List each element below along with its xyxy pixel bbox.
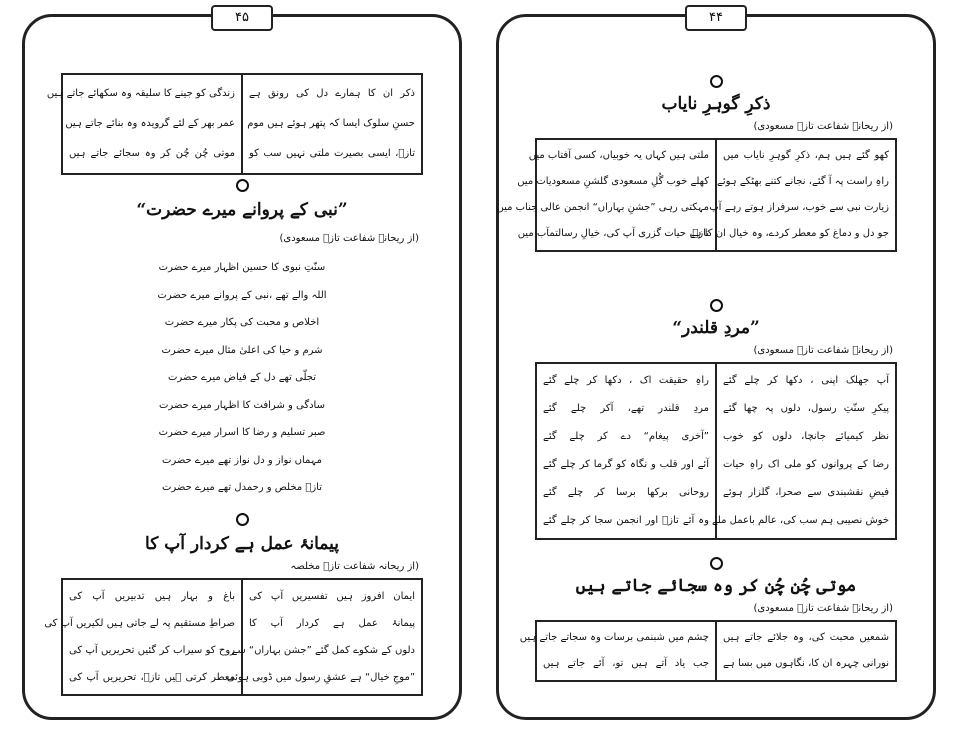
verse-line: حسنِ سلوک ایسا کہ پتھر ہوئے ہیں موم [247, 118, 415, 129]
circle-ornament-icon [236, 513, 249, 526]
verse-line: تازؔ، حیات گزری آپ کی، خیالِ رسالتمآب میں [517, 228, 709, 239]
page-number-right: ۴۴ [685, 5, 747, 31]
verse-line: روحانی برکھا برسا کر چلے گئے [543, 487, 709, 498]
verse-line: زیارت نبی سے خوب، سرفراز ہوتے رہے آپ [709, 202, 889, 213]
left-section3-col-right [226, 579, 422, 695]
left-section3-table [44, 578, 423, 696]
right-section3-col-left [519, 621, 716, 681]
right-page [496, 10, 936, 720]
verse-line: راہِ راست پہ آ گئے، نجانے کتنے بھٹکے ہوئے [716, 176, 889, 187]
verse-line: فیضِ نقشبندی سے صحرا، گلزار ہوئے [723, 487, 889, 498]
section-title: ”نبی کے پروانے میرے حضرت“ [136, 200, 348, 220]
verse-line: مردِ قلندر تھے، آکر چلے گئے [543, 403, 709, 414]
right-section-moti [519, 557, 897, 682]
section-title: ذکرِ گوہرِ نایاب [661, 94, 771, 114]
section-author: (از ریحانہ شفاعت تازؔ مخلصہ [290, 561, 419, 572]
verse-line: تازؔ مخلص و رحمدل تھے میرے حضرت [161, 482, 323, 493]
verse-line: زندگی کو جینے کا سلیقہ وہ سکھائے جاتے ہیں [46, 88, 235, 99]
verse-line: راہِ حقیقت اک ، دکھا کر چلے گئے [543, 375, 709, 386]
left-top-poem-table [46, 73, 423, 175]
section-author: (از ریحانہ شفاعت تازؔ مسعودی) [279, 233, 419, 244]
left-top-poem-col-left [46, 74, 242, 174]
section-title: پیمانۂ عمل ہے کردار آپ کا [145, 534, 339, 554]
verse-line: جب یاد آتے ہیں تو، آئے جاتے ہیں [543, 658, 709, 669]
circle-ornament-icon [710, 299, 723, 312]
verse-line: اللہ والے تھے ،نبی کے پروانے میرے حضرت [157, 289, 327, 301]
verse-line: کھلے خوب گُلِ مسعودی گلشنِ مسعودیات میں [517, 176, 709, 187]
verse-line: خوش نصیبی ہم سب کی، عالم باعمل ملے [711, 515, 889, 526]
right-section2-col-left [536, 363, 716, 539]
verse-line: صبر تسلیم و رضا کا اسرار میرے حضرت [158, 427, 326, 438]
verse-line: پیمانۂ عمل ہے کردار آپ کا [249, 618, 415, 629]
right-section3-col-right [716, 621, 896, 681]
left-section3-col-left [44, 579, 242, 695]
verse-line: کھو گئے ہیں ہم، ذکرِ گوہرِ نایاب میں [723, 150, 889, 161]
section-title: ”مردِ قلندر“ [672, 318, 760, 338]
nazm-lines [61, 254, 423, 502]
left-section-paimana [44, 513, 423, 696]
verse-line: معطر کرتی ہیں تازؔ، تحریریں آپ کی [69, 672, 235, 683]
verse-line: دلوں کے شکوے کمل گئے ”جشن بہاراں“ سے [231, 645, 415, 656]
verse-line: نظر کیمیائے جانچا، دلوں کو خوب [723, 431, 889, 442]
verse-line: تجلّی تھے دل کے فیاض میرے حضرت [167, 372, 317, 383]
verse-line: آئے اور قلب و نگاہ کو گرما کر چلے گئے [543, 459, 709, 470]
verse-line: عمر بھر کے لئے گرویدہ وہ بنائے جاتے ہیں [65, 118, 235, 129]
section-author: (از ریحانہ شفاعت تازؔ مسعودی) [753, 603, 893, 614]
verse-line: تازؔ، ایسی بصیرت ملتی نہیں سب کو [249, 148, 415, 159]
right-section1-col-left [496, 139, 716, 251]
section-title: موتی چُن چُن کر وہ سجائے جاتے ہیں [575, 576, 857, 596]
verse-line: جو دل و دماغ کو معطر کردے، وہ خیال ان کا ہے [689, 228, 889, 239]
verse-line: صراطِ مستقیم پہ لے جاتی ہیں لکیریں آپ کی [44, 618, 235, 629]
section-author: (از ریحانہ شفاعت تازؔ مسعودی) [753, 121, 893, 132]
section-author: (از ریحانہ شفاعت تازؔ مسعودی) [753, 345, 893, 356]
verse-line: باغ و بہار ہیں تدبیریں آپ کی [69, 591, 235, 602]
verse-line: رضا کے پروانوں کو ملی اک راہِ حیات [723, 459, 889, 470]
circle-ornament-icon [710, 557, 723, 570]
page-number-left: ۴۵ [211, 5, 273, 31]
verse-line: سادگی و شرافت کا اظہار میرے حضرت [159, 399, 325, 411]
verse-line: سنّتِ نبوی کا حسین اظہار میرے حضرت [158, 262, 326, 273]
right-section3-table [519, 620, 897, 682]
verse-line: آپ جھلک اپنی ، دکھا کر چلے گئے [723, 375, 889, 386]
verse-line: مہکتی رہی ”جشنِ بہاراں“ انجمن عالی جناب میں [496, 202, 709, 213]
left-top-poem [46, 73, 423, 175]
right-section1-table [496, 138, 897, 252]
right-section1-col-right [689, 139, 896, 251]
verse-line: مہماں نواز و دل نواز تھے میرے حضرت [161, 454, 323, 466]
right-section-zikr [496, 75, 897, 252]
verse-line: چشم میں شبنمی برسات وہ سجاتے جاتے ہیں [519, 632, 709, 643]
right-section2-table [535, 362, 897, 540]
verse-line: نورانی چہرہ ان کا، نگاہوں میں بسا ہے [723, 658, 889, 669]
verse-line: اخلاص و محبت کی پکار میرے حضرت [164, 317, 320, 328]
verse-line: ذکر ان کا ہمارے دل کی رونق ہے [249, 88, 415, 99]
verse-line: پیکرِ سنّتِ رسول، دلوں پہ چھا گئے [723, 403, 889, 414]
left-section-nabi [61, 179, 423, 502]
verse-line: ملتی ہیں کہاں یہ خوبیاں، کسی آفتاب میں [528, 150, 709, 161]
verse-line: شرم و حیا کی اعلیٰ مثال میرے حضرت [161, 344, 323, 356]
left-top-poem-col-right [242, 74, 422, 174]
verse-line: روح کو سیراب کر گئیں تحریریں آپ کی [69, 645, 235, 656]
verse-line: موتی چُن چُن کر وہ سجائے جاتے ہیں [69, 148, 235, 159]
circle-ornament-icon [710, 75, 723, 88]
verse-line: شمعیں محبت کی، وہ جلائے جاتے ہیں [723, 632, 889, 643]
verse-line: ”آخری پیغام“ دے کر چلے گئے [543, 431, 709, 442]
circle-ornament-icon [236, 179, 249, 192]
left-page [22, 10, 462, 720]
verse-line: ایمان افروز ہیں تفسیریں آپ کی [249, 591, 415, 602]
right-section2-col-right [711, 363, 896, 539]
verse-line: وہ آئے تازؔ اور انجمن سجا کر چلے گئے [543, 515, 709, 526]
verse-line: ”موجِ خیال“ ہے عشقِ رسول میں ڈوبی ہوئی [226, 672, 415, 683]
right-section-qalandar [535, 299, 897, 540]
